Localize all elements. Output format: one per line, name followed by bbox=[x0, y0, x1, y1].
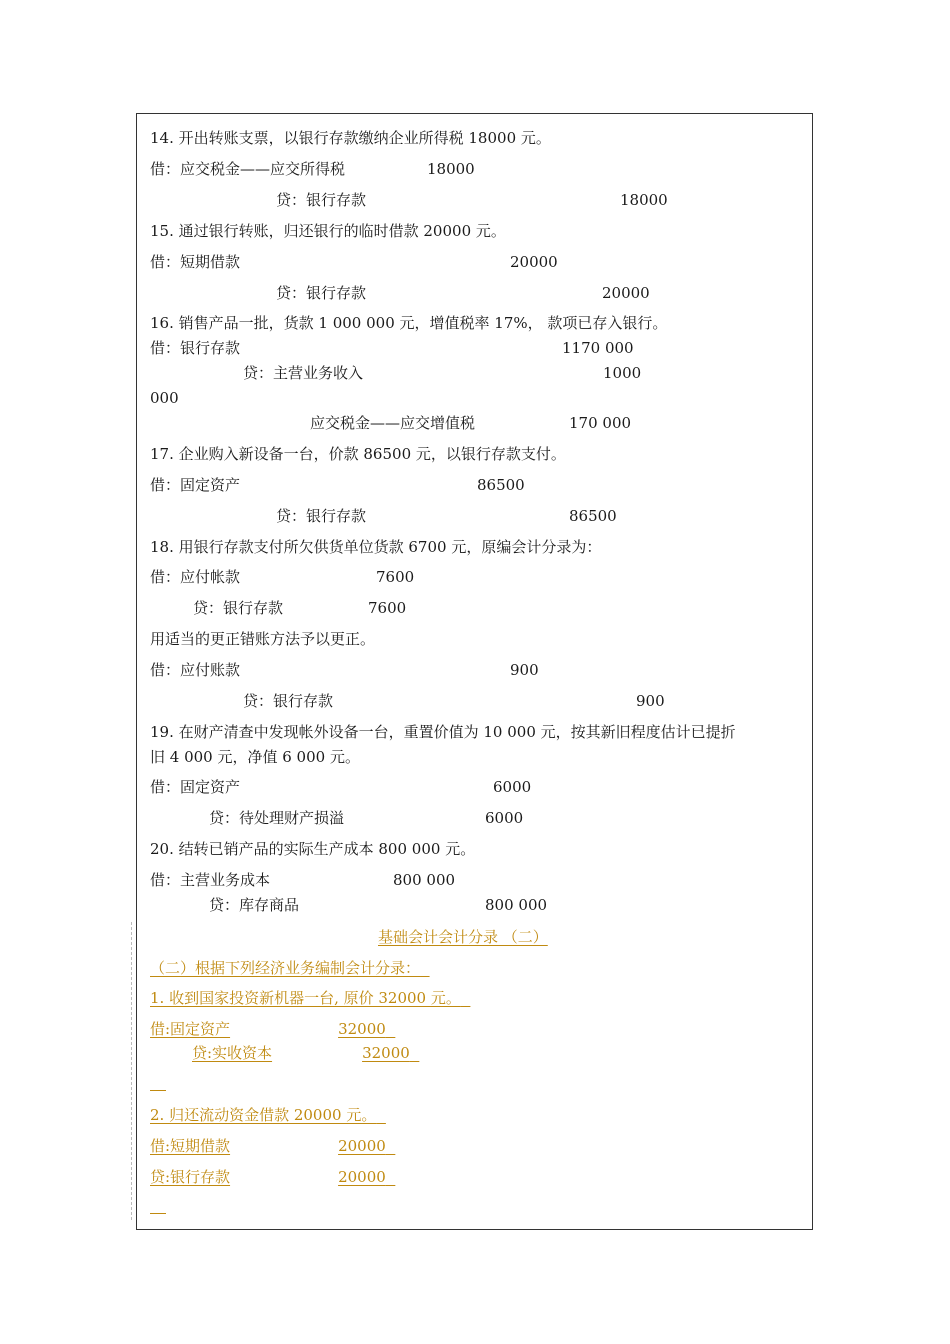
section2-item1-debit bbox=[150, 1019, 395, 1039]
entry-18-fix-debit-amount: 900 bbox=[510, 661, 539, 679]
entry-16-debit-account: 借：银行存款 bbox=[150, 339, 241, 357]
section2-heading: 基础会计会计分录 （二） bbox=[378, 928, 548, 946]
entry-15-title: 15. 通过银行转账，归还银行的临时借款 20000 元。 bbox=[150, 222, 506, 240]
entry-19-title-line2: 旧 4 000 元，净值 6 000 元。 bbox=[150, 748, 360, 766]
entry-18-note: 用适当的更正错账方法予以更正。 bbox=[150, 630, 376, 648]
entry-19-credit-amount: 6000 bbox=[485, 809, 524, 827]
entry-15-debit-account: 借：短期借款 bbox=[150, 253, 241, 271]
section2-item2-title bbox=[150, 1105, 386, 1125]
entry-15-debit-amount: 20000 bbox=[510, 253, 558, 271]
entry-17-debit-amount: 86500 bbox=[477, 476, 525, 494]
entry-16-credit2-amount: 170 000 bbox=[569, 414, 632, 432]
entry-16-credit-account: 贷：主营业务收入 bbox=[243, 364, 364, 382]
entry-16-title: 16. 销售产品一批，货款 1 000 000 元，增值税率 17%， 款项已存入银行。 bbox=[150, 314, 668, 332]
entry-17-debit-account: 借：固定资产 bbox=[150, 476, 241, 494]
entry-17-credit-amount: 86500 bbox=[569, 507, 617, 525]
entry-18-title: 18. 用银行存款支付所欠供货单位货款 6700 元，原编会计分录为： bbox=[150, 538, 602, 556]
section2-item1-credit-amount: 32000 bbox=[362, 1044, 410, 1062]
entry-20-title: 20. 结转已销产品的实际生产成本 800 000 元。 bbox=[150, 840, 476, 858]
section2-item2-credit-amount: 20000 bbox=[338, 1168, 386, 1186]
section2-item1-credit bbox=[150, 1043, 419, 1063]
entry-20-debit-account: 借：主营业务成本 bbox=[150, 871, 271, 889]
entry-16-debit-amount: 1170 000 bbox=[562, 339, 634, 357]
entry-15-credit-amount: 20000 bbox=[602, 284, 650, 302]
entry-16-credit2-account: 应交税金——应交增值税 bbox=[310, 414, 476, 432]
entry-19-title-line1: 19. 在财产清查中发现帐外设备一台，重置价值为 10 000 元，按其新旧程度估计已提折 bbox=[150, 723, 736, 741]
entry-14-credit-amount: 18000 bbox=[620, 191, 668, 209]
section2-item1-credit-account: 贷:实收资本 bbox=[192, 1044, 273, 1062]
revision-bar bbox=[131, 922, 132, 1220]
entry-18-fix-credit-amount: 900 bbox=[636, 692, 665, 710]
entry-16-credit-amount-wrap: 000 bbox=[150, 389, 179, 407]
section2-item2-debit bbox=[150, 1136, 395, 1156]
entry-18-credit-amount: 7600 bbox=[368, 599, 407, 617]
entry-17-credit-account: 贷：银行存款 bbox=[276, 507, 367, 525]
section2-item1-end-mark bbox=[150, 1090, 166, 1091]
entry-20-debit-amount: 800 000 bbox=[393, 871, 456, 889]
section2-item2-credit-account: 贷:银行存款 bbox=[150, 1168, 231, 1186]
entry-20-credit-account: 贷：库存商品 bbox=[209, 896, 300, 914]
section2-item2-end-mark bbox=[150, 1213, 166, 1214]
entry-18-debit-amount: 7600 bbox=[376, 568, 415, 586]
section2-item1-debit-account: 借:固定资产 bbox=[150, 1020, 231, 1038]
entry-19-debit-amount: 6000 bbox=[493, 778, 532, 796]
entry-17-title: 17. 企业购入新设备一台，价款 86500 元，以银行存款支付。 bbox=[150, 445, 566, 463]
section2-item2-credit bbox=[150, 1167, 395, 1187]
entry-18-fix-debit-account: 借：应付账款 bbox=[150, 661, 241, 679]
entry-19-debit-account: 借：固定资产 bbox=[150, 778, 241, 796]
section2-subheading-text: （二）根据下列经济业务编制会计分录： bbox=[150, 959, 421, 977]
section2-subheading bbox=[150, 958, 430, 978]
entry-20-credit-amount: 800 000 bbox=[485, 896, 548, 914]
entry-16-credit-amount: 1000 bbox=[603, 364, 642, 382]
entry-18-debit-account: 借：应付帐款 bbox=[150, 568, 241, 586]
entry-14-debit-amount: 18000 bbox=[427, 160, 475, 178]
entry-14-title: 14. 开出转账支票，以银行存款缴纳企业所得税 18000 元。 bbox=[150, 129, 551, 147]
entry-14-debit-account: 借：应交税金——应交所得税 bbox=[150, 160, 346, 178]
entry-18-credit-account: 贷：银行存款 bbox=[193, 599, 284, 617]
section2-item1-title-text: 1. 收到国家投资新机器一台, 原价 32000 元。 bbox=[150, 989, 461, 1007]
entry-19-credit-account: 贷：待处理财产损溢 bbox=[209, 809, 345, 827]
section2-item1-debit-amount: 32000 bbox=[338, 1020, 386, 1038]
entry-18-fix-credit-account: 贷：银行存款 bbox=[243, 692, 334, 710]
entry-15-credit-account: 贷：银行存款 bbox=[276, 284, 367, 302]
section2-item2-debit-account: 借:短期借款 bbox=[150, 1137, 231, 1155]
entry-14-credit-account: 贷：银行存款 bbox=[276, 191, 367, 209]
section2-item2-title-text: 2. 归还流动资金借款 20000 元。 bbox=[150, 1106, 377, 1124]
section2-item1-title bbox=[150, 988, 470, 1008]
section2-item2-debit-amount: 20000 bbox=[338, 1137, 386, 1155]
